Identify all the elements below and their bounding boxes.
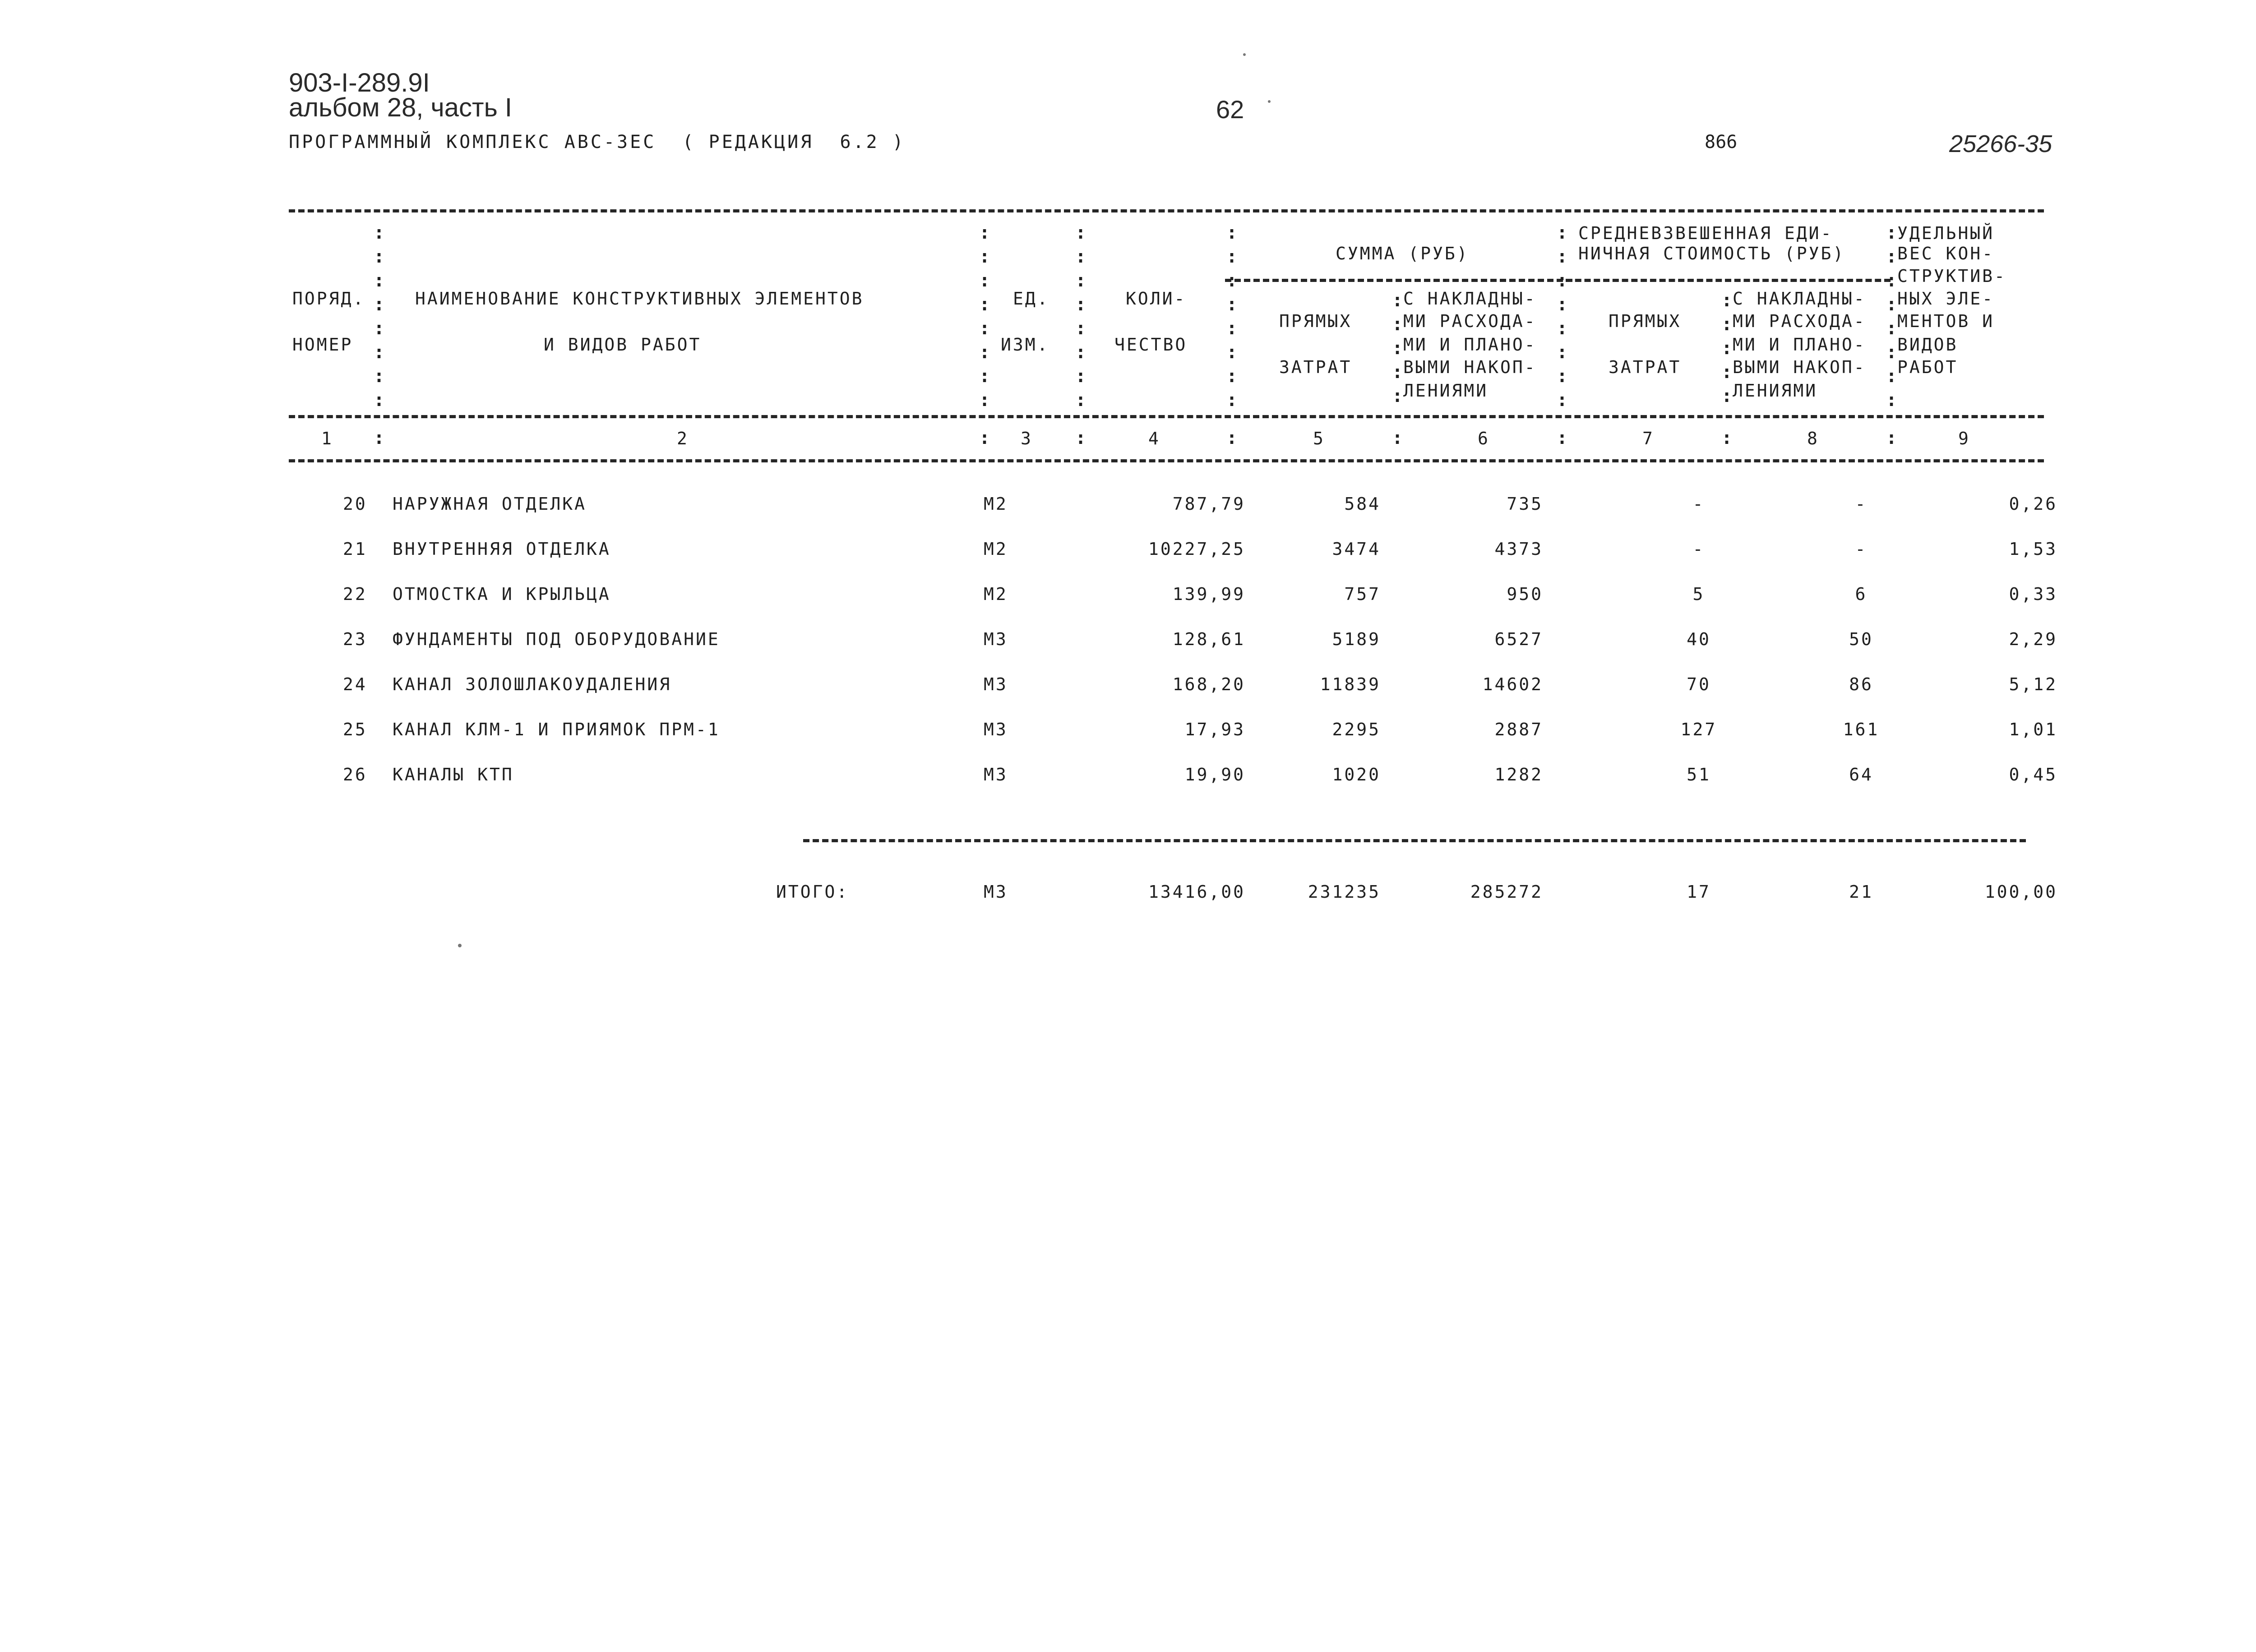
row-share: 1,01 — [2009, 720, 2057, 739]
doc-number: 25266-35 — [1949, 130, 2053, 157]
sep-col3: : : : : : : : : — [1075, 222, 1086, 411]
row-unit-overhead: 64 — [1849, 765, 1873, 784]
hdr-col8-5: ЛЕНИЯМИ — [1733, 381, 1818, 401]
row-overhead: 950 — [1507, 584, 1543, 604]
hdr-col6-1: С НАКЛАДНЫ- — [1403, 289, 1537, 309]
row-share: 0,33 — [2009, 584, 2057, 604]
row-overhead: 6527 — [1494, 629, 1543, 649]
row-qty: 17,93 — [1184, 720, 1245, 739]
colnum-7: 7 — [1642, 429, 1655, 448]
row-direct: 584 — [1344, 494, 1381, 514]
row-number: 23 — [343, 629, 367, 649]
sep-col6: : : : : : : : : — [1557, 222, 1568, 411]
hdr-col6-3: МИ И ПЛАНО- — [1403, 335, 1537, 355]
hdr-col7-a: ПРЯМЫХ — [1609, 311, 1682, 331]
sep-col4: : : : : : : : : — [1226, 222, 1238, 411]
row-share: 5,12 — [2009, 674, 2057, 694]
row-name: ОТМОСТКА И КРЫЛЬЦА — [393, 584, 611, 604]
row-overhead: 1282 — [1494, 765, 1543, 784]
hdr-col3-a: ЕД. — [1013, 289, 1049, 309]
total-share: 100,00 — [1984, 882, 2057, 902]
row-name: КАНАЛ КЛМ-1 И ПРИЯМОК ПРМ-1 — [393, 720, 720, 739]
hdr-col4-a: КОЛИ- — [1126, 289, 1187, 309]
row-qty: 10227,25 — [1148, 539, 1245, 559]
program-line: ПРОГРАММНЫЙ КОМПЛЕКС АВС-3ЕС ( РЕДАКЦИЯ 6.2 ) — [289, 132, 906, 152]
hdr-col5-a: ПРЯМЫХ — [1279, 311, 1352, 331]
row-qty: 787,79 — [1172, 494, 1245, 514]
hdr-col9-5: МЕНТОВ И — [1897, 311, 1995, 331]
row-name: ФУНДАМЕНТЫ ПОД ОБОРУДОВАНИЕ — [393, 629, 720, 649]
album-line: альбом 28, часть I — [289, 93, 513, 122]
colnum-6: 6 — [1478, 429, 1490, 448]
hdr-sum-group: СУММА (РУБ) — [1336, 244, 1469, 263]
total-unit: М3 — [984, 882, 1008, 902]
hdr-col8-3: МИ И ПЛАНО- — [1733, 335, 1866, 355]
colnum-1: 1 — [321, 429, 333, 448]
hdr-avg-group-b: НИЧНАЯ СТОИМОСТЬ (РУБ) — [1578, 244, 1845, 263]
row-unit: М3 — [984, 720, 1008, 739]
total-unit-direct: 17 — [1687, 882, 1711, 902]
hdr-col8-1: С НАКЛАДНЫ- — [1733, 289, 1866, 309]
row-unit-overhead: 161 — [1843, 720, 1880, 739]
sep-col1: : : : : : : : : — [374, 222, 385, 411]
ref-number: 866 — [1705, 132, 1738, 152]
colnum-9: 9 — [1958, 429, 1970, 448]
row-overhead: 735 — [1507, 494, 1543, 514]
hdr-col1-b: НОМЕР — [292, 335, 353, 355]
colnum-5: 5 — [1313, 429, 1325, 448]
hdr-col6-5: ЛЕНИЯМИ — [1403, 381, 1489, 401]
row-qty: 19,90 — [1184, 765, 1245, 784]
row-unit-direct: 70 — [1687, 674, 1711, 694]
hdr-col9-2: ВЕС КОН- — [1897, 244, 1995, 263]
row-unit-direct: - — [1692, 539, 1705, 559]
avg-group-rule — [1566, 279, 1891, 282]
colnum-3: 3 — [1021, 429, 1033, 448]
row-qty: 128,61 — [1172, 629, 1245, 649]
hdr-col6-2: МИ РАСХОДА- — [1403, 311, 1537, 331]
scan-speck — [1243, 53, 1246, 56]
row-unit-direct: 51 — [1687, 765, 1711, 784]
sep-col8: : : : : : : : : — [1886, 222, 1897, 411]
row-qty: 168,20 — [1172, 674, 1245, 694]
row-number: 22 — [343, 584, 367, 604]
row-unit-overhead: 86 — [1849, 674, 1873, 694]
hdr-col7-b: ЗАТРАТ — [1609, 357, 1682, 377]
row-overhead: 2887 — [1494, 720, 1543, 739]
row-number: 20 — [343, 494, 367, 514]
hdr-col6-4: ВЫМИ НАКОП- — [1403, 357, 1537, 377]
row-unit: М2 — [984, 494, 1008, 514]
row-unit-direct: 40 — [1687, 629, 1711, 649]
row-share: 1,53 — [2009, 539, 2057, 559]
colnum-2: 2 — [677, 429, 689, 448]
hdr-col8-2: МИ РАСХОДА- — [1733, 311, 1866, 331]
sep-col7: : : : : : — [1721, 290, 1733, 406]
row-unit: М2 — [984, 539, 1008, 559]
row-name: НАРУЖНАЯ ОТДЕЛКА — [393, 494, 587, 514]
total-direct: 231235 — [1308, 882, 1381, 902]
total-qty: 13416,00 — [1148, 882, 1245, 902]
row-unit-overhead: - — [1855, 539, 1868, 559]
row-unit: М3 — [984, 674, 1008, 694]
row-overhead: 4373 — [1494, 539, 1543, 559]
scan-speck — [458, 944, 462, 947]
row-number: 21 — [343, 539, 367, 559]
hdr-col2-b: И ВИДОВ РАБОТ — [544, 335, 702, 355]
row-share: 0,45 — [2009, 765, 2057, 784]
hdr-col9-4: НЫХ ЭЛЕ- — [1897, 289, 1995, 309]
total-label: ИТОГО: — [776, 882, 849, 902]
row-direct: 3474 — [1332, 539, 1381, 559]
hdr-col1-a: ПОРЯД. — [292, 289, 365, 309]
hdr-col3-b: ИЗМ. — [1001, 335, 1049, 355]
row-unit: М3 — [984, 765, 1008, 784]
row-direct: 1020 — [1332, 765, 1381, 784]
document-code: 903-I-289.9I — [289, 68, 430, 97]
header-bottom-rule — [289, 415, 2044, 418]
sep-col2: : : : : : : : : — [979, 222, 990, 411]
row-number: 26 — [343, 765, 367, 784]
hdr-col8-4: ВЫМИ НАКОП- — [1733, 357, 1866, 377]
hdr-col9-3: СТРУКТИВ- — [1897, 266, 2006, 286]
hdr-col5-b: ЗАТРАТ — [1279, 357, 1352, 377]
row-name: КАНАЛ ЗОЛОШЛАКОУДАЛЕНИЯ — [393, 674, 672, 694]
hdr-col9-7: РАБОТ — [1897, 357, 1958, 377]
row-qty: 139,99 — [1172, 584, 1245, 604]
scan-speck — [1268, 100, 1271, 103]
hdr-col2-a: НАИМЕНОВАНИЕ КОНСТРУКТИВНЫХ ЭЛЕМЕНТОВ — [415, 289, 864, 309]
total-overhead: 285272 — [1470, 882, 1543, 902]
row-share: 2,29 — [2009, 629, 2057, 649]
row-unit-direct: 127 — [1680, 720, 1717, 739]
row-unit-overhead: - — [1855, 494, 1868, 514]
row-unit: М2 — [984, 584, 1008, 604]
hdr-col9-6: ВИДОВ — [1897, 335, 1958, 355]
sep-col5: : : : : : — [1392, 290, 1403, 406]
hdr-col4-b: ЧЕСТВО — [1114, 335, 1188, 355]
sum-group-rule — [1225, 279, 1572, 282]
hdr-avg-group-a: СРЕДНЕВЗВЕШЕННАЯ ЕДИ- — [1578, 223, 1833, 243]
row-share: 0,26 — [2009, 494, 2057, 514]
row-name: ВНУТРЕННЯЯ ОТДЕЛКА — [393, 539, 611, 559]
row-direct: 5189 — [1332, 629, 1381, 649]
row-direct: 757 — [1344, 584, 1381, 604]
row-direct: 2295 — [1332, 720, 1381, 739]
colnum-bottom-rule — [289, 459, 2044, 462]
total-unit-overhead: 21 — [1849, 882, 1873, 902]
total-rule — [803, 839, 2026, 842]
row-direct: 11839 — [1320, 674, 1381, 694]
row-unit-direct: - — [1692, 494, 1705, 514]
page-number: 62 — [1216, 95, 1244, 124]
row-unit: М3 — [984, 629, 1008, 649]
colnum-4: 4 — [1148, 429, 1160, 448]
table-top-rule — [289, 209, 2044, 212]
row-overhead: 14602 — [1482, 674, 1543, 694]
row-unit-overhead: 50 — [1849, 629, 1873, 649]
row-unit-overhead: 6 — [1855, 584, 1868, 604]
colnum-8: 8 — [1807, 429, 1819, 448]
row-number: 24 — [343, 674, 367, 694]
row-number: 25 — [343, 720, 367, 739]
row-name: КАНАЛЫ КТП — [393, 765, 514, 784]
hdr-col9-1: УДЕЛЬНЫЙ — [1897, 223, 1995, 243]
row-unit-direct: 5 — [1692, 584, 1705, 604]
